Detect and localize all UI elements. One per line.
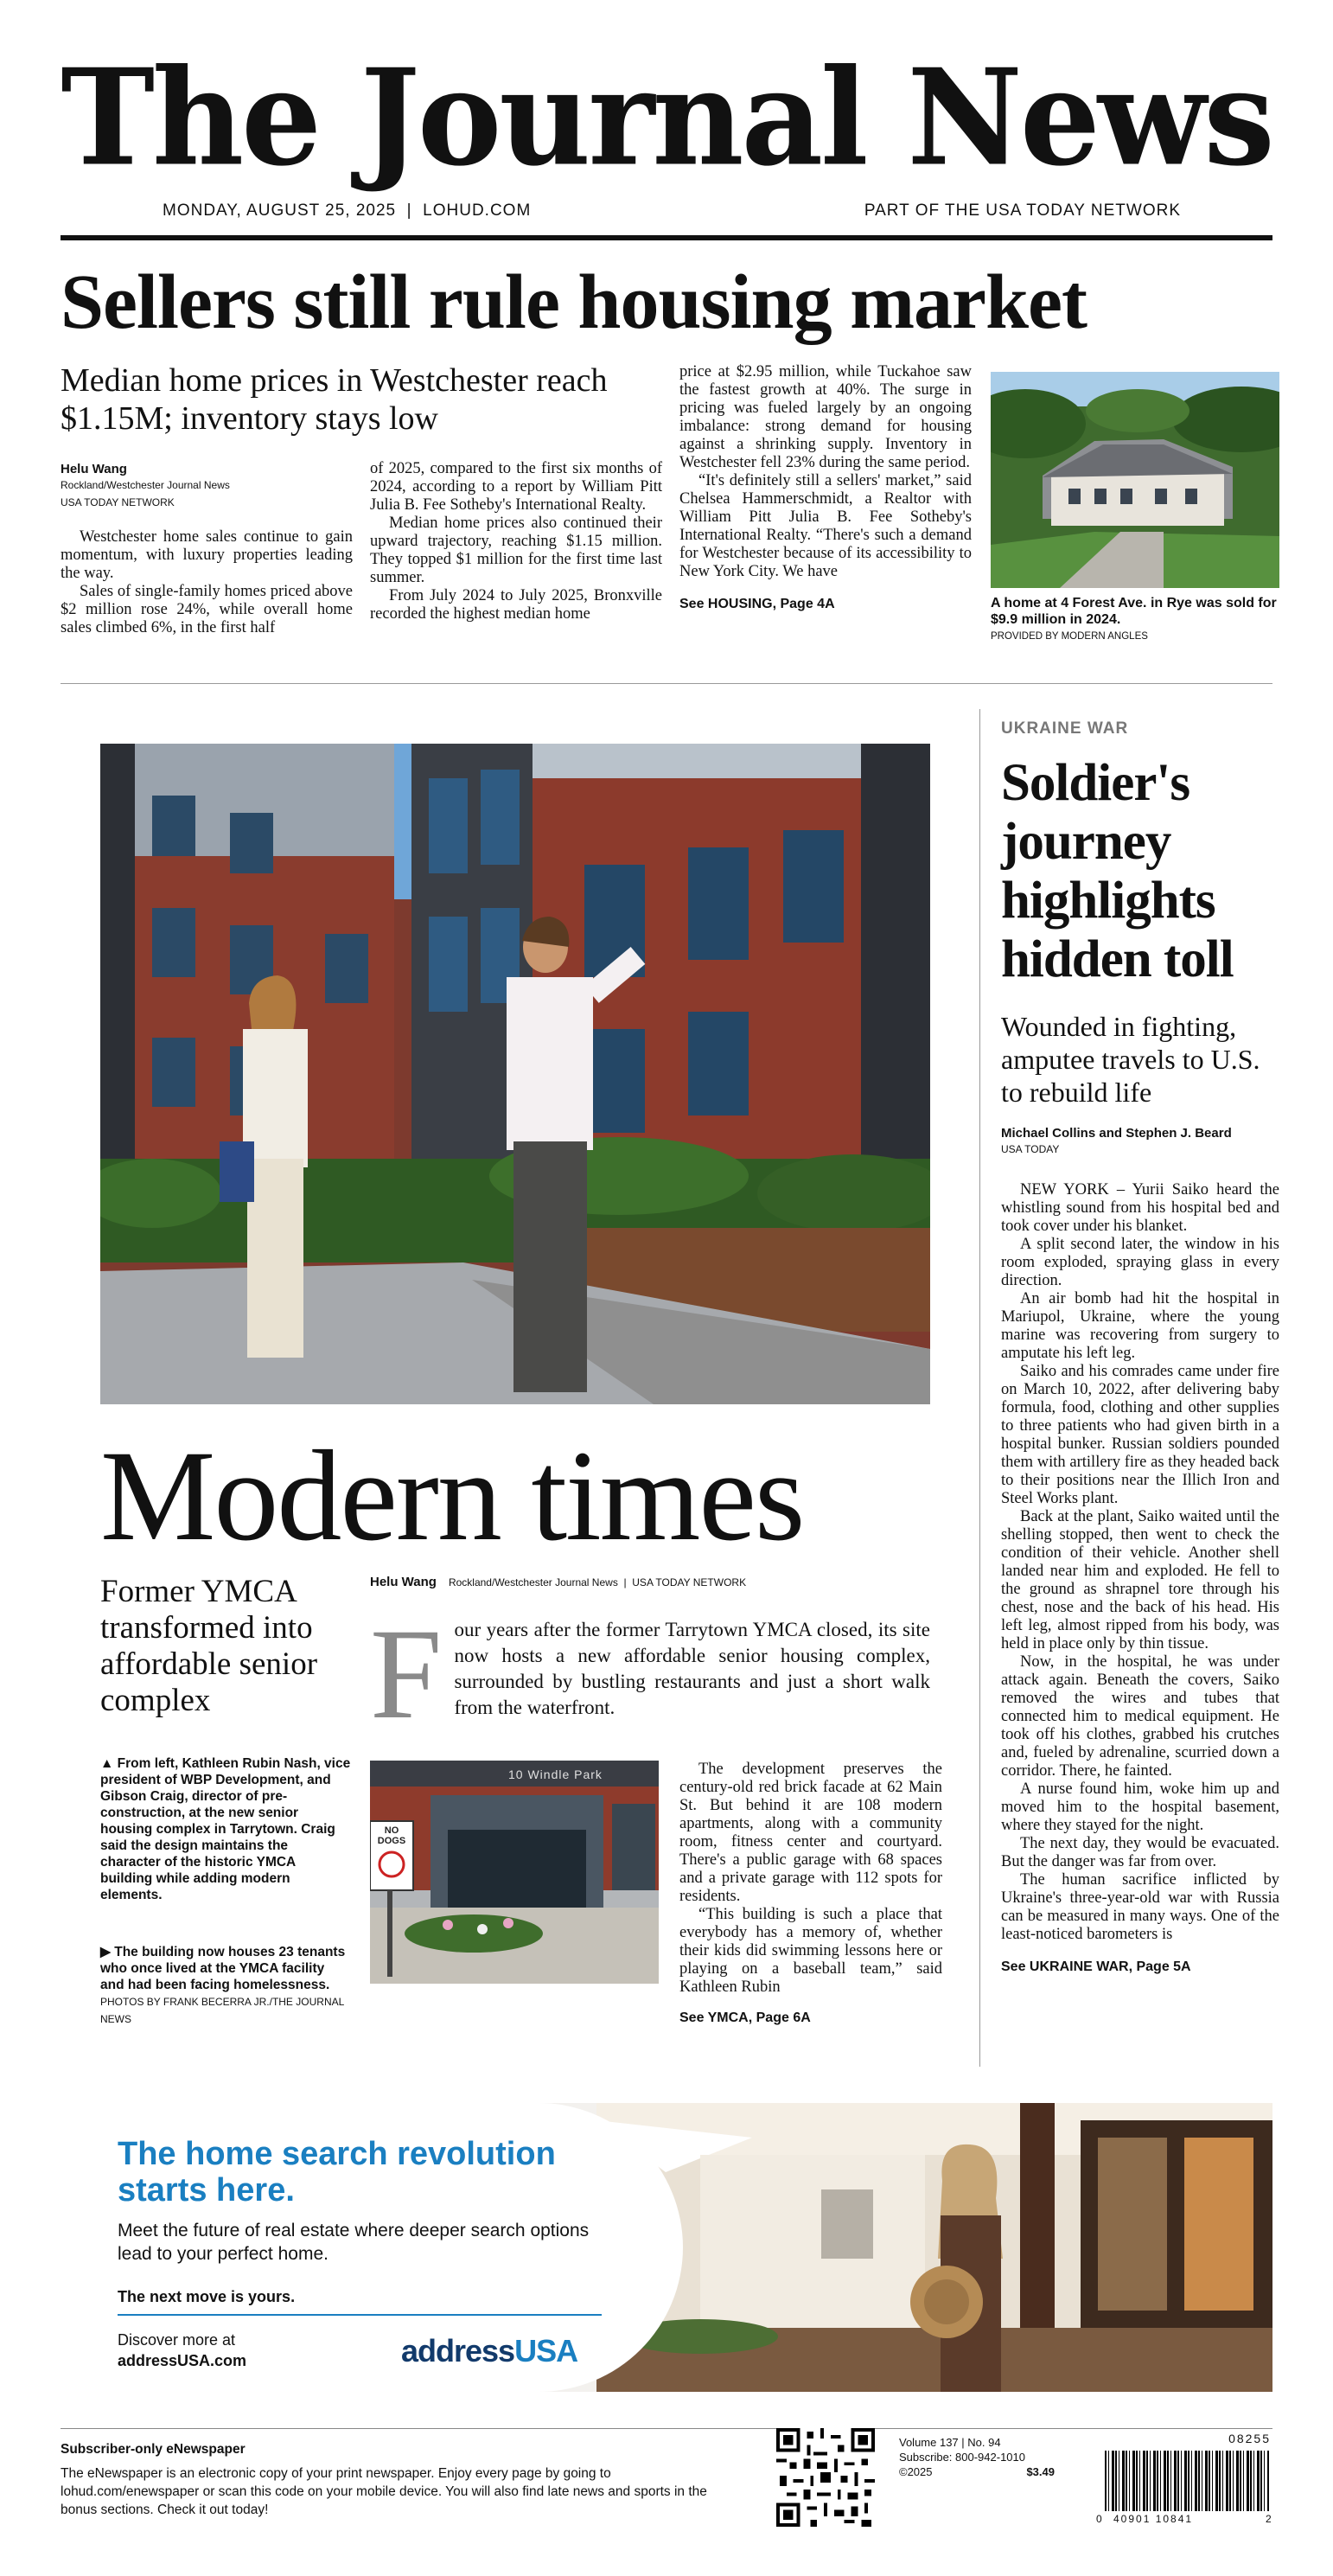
feature-caption2-text: ▶ The building now houses 23 tenants who once lived at the YMCA facility and had been facing homelessness. — [100, 1945, 346, 1992]
entrance-address-text: 10 Windle Park — [508, 1767, 603, 1781]
entrance-sign-text: NO DOGS — [377, 1825, 406, 1846]
lead-author: Helu Wang — [61, 462, 127, 476]
lead-headline[interactable]: Sellers still rule housing market — [61, 259, 1087, 345]
barcode-left-digit: 0 — [1096, 2513, 1102, 2525]
feature-dropcap: F — [370, 1602, 443, 1746]
ad-rule — [118, 2314, 602, 2316]
ad-banner[interactable] — [61, 2103, 1272, 2392]
lead-col3 — [679, 363, 972, 613]
volume-number: Volume 137 | No. 94 — [899, 2436, 1001, 2449]
footer-title: Subscriber-only eNewspaper — [61, 2442, 246, 2457]
feature-author: Helu Wang — [370, 1575, 437, 1589]
sidebar-paragraph: Saiko and his comrades came under fire on March 10, 2022, after delivering baby formula, food, clothing and other supplies to three patients who had given birth in a hospital bunker. Russian soldiers pounded them with artillery fire as they headed back to their positions near the Illich Iron and Steel Works plant. — [1001, 1363, 1279, 1507]
sidebar-affiliation: USA TODAY — [1001, 1143, 1060, 1155]
lead-affiliation2: USA TODAY NETWORK — [61, 496, 175, 508]
sidebar-paragraph: The next day, they would be evacuated. But the danger was far from over. — [1001, 1835, 1279, 1870]
feature-byline — [370, 1574, 941, 1591]
lead-photo-credit: PROVIDED BY MODERN ANGLES — [991, 631, 1148, 642]
sidebar-headline[interactable]: Soldier's journey highlights hidden toll — [1001, 754, 1234, 988]
masthead-title[interactable]: The Journal News — [61, 40, 1272, 196]
ad-logo-part-a: address — [401, 2333, 515, 2368]
masthead-rule — [61, 235, 1272, 240]
sidebar-paragraph: Back at the plant, Saiko waited until the shelling stopped, then went to check the condition of their vehicle. Another shell landed near him and exploded. He fell to the ground as shrapnel tore through his chest, nose and the back of his head. His left leg, almost ripped from his body, was held in place only by thin tissue. — [1001, 1508, 1279, 1652]
footer-text: The eNewspaper is an electronic copy of your print newspaper. Enjoy every page by going to lohud.com/enewspaper or scan this code on your mobile device. You will also find late news and sports in the bonus sections. Check it out today! — [61, 2466, 707, 2517]
issue-info — [899, 2435, 1055, 2479]
subscribe-phone[interactable]: Subscribe: 800-942-1010 — [899, 2451, 1025, 2464]
masthead — [61, 40, 1272, 242]
sidebar-paragraph: The human sacrifice inflicted by Ukraine's three-year-old war with Russia can be measured in many ways. One of the least-noticed barometers is — [1001, 1871, 1279, 1943]
ad-photo-woman — [596, 2103, 1272, 2392]
sidebar-kicker: UKRAINE WAR — [1001, 719, 1129, 738]
feature-caption-credit: PHOTOS BY FRANK BECERRA JR./THE JOURNAL NEWS — [100, 1996, 344, 2025]
sidebar-paragraph: A split second later, the window in his room exploded, spraying glass in every direction. — [1001, 1236, 1279, 1289]
ad-logo — [401, 2333, 577, 2369]
copyright: ©2025 — [899, 2465, 933, 2478]
sidebar-paragraph: A nurse found him, woke him up and moved him to the hospital basement, where they stayed for the night. — [1001, 1780, 1279, 1834]
feature-photo-courtyard — [100, 744, 930, 1404]
feature-photo-entrance — [370, 1761, 659, 1984]
lead-deck: Median home prices in Westchester reach $1.15M; inventory stays low — [61, 362, 608, 437]
sidebar-divider — [979, 709, 980, 2067]
feature-lede-text: our years after the former Tarrytown YMCA closed, its site now hosts a new affordable senior housing complex, surrounded by bustling restaurants and just a short walk from the waterfront. — [454, 1619, 930, 1718]
feature-paragraph: “This building is such a place that everybody has a memory of, whether their kids did swimming lessons here or playing on a baseball team,” said Kathleen Rubin — [679, 1906, 942, 1996]
sidebar-author: Michael Collins and Stephen J. Beard — [1001, 1126, 1232, 1141]
ad-tagline: The next move is yours. — [118, 2288, 296, 2305]
barcode-bars — [1105, 2451, 1269, 2511]
lead-affiliation1: Rockland/Westchester Journal News — [61, 479, 230, 491]
qr-code[interactable] — [776, 2428, 875, 2527]
lead-paragraph: price at $2.95 million, while Tuckahoe saw the fastest growth at 40%. The surge in pricing was fueled largely by an ongoing imbalance: strong demand for housing against a shrinking supply. Inventory in Westchester fell 23% during the same period. — [679, 363, 972, 471]
lead-paragraph: From July 2024 to July 2025, Bronxville recorded the highest median home — [370, 587, 662, 623]
feature-caption1: ▲ From left, Kathleen Rubin Nash, vice president of WBP Development, and Gibson Craig, director of pre-construction, at the new senior housing complex in Tarrytown. Craig said the design maintains the character of the historic YMCA building while adding modern elements. — [100, 1756, 351, 1902]
lead-col1 — [61, 462, 353, 637]
masthead-network: PART OF THE USA TODAY NETWORK — [864, 201, 1181, 220]
lead-jump-link[interactable]: See HOUSING, Page 4A — [679, 597, 835, 611]
barcode-top-number: 08255 — [1228, 2432, 1271, 2445]
sidebar-paragraph: NEW YORK – Yurii Saiko heard the whistling sound from his hospital bed and took cover under his blanket. — [1001, 1181, 1279, 1235]
masthead-date-line: MONDAY, AUGUST 25, 2025 | LOHUD.COM — [163, 201, 532, 220]
lead-paragraph: Sales of single-family homes priced above $2 million rose 24%, while overall home sales climbed 6%, in the first half — [61, 583, 353, 636]
lead-paragraph: Median home prices also continued their upward trajectory, reaching $1.15 million. They topped $1 million for the first time last summer. — [370, 515, 662, 586]
lead-col2 — [370, 460, 662, 623]
feature-body — [679, 1761, 942, 2027]
sidebar-paragraph: An air bomb had hit the hospital in Mariupol, Ukraine, where the young marine was recovering from surgery to amputate his left leg. — [1001, 1290, 1279, 1362]
feature-caption2 — [100, 1944, 351, 2028]
feature-headline[interactable]: Modern times — [100, 1424, 804, 1568]
footer-rule — [61, 2428, 1272, 2429]
feature-deck: Former YMCA transformed into affordable senior complex — [100, 1574, 318, 1718]
lead-paragraph: of 2025, compared to the first six months of 2024, according to a report by William Pitt Julia B. Fee Sotheby's International Realty. — [370, 460, 662, 514]
sidebar-jump-link[interactable]: See UKRAINE WAR, Page 5A — [1001, 1959, 1191, 1974]
lead-paragraph: “It's definitely still a sellers' market,” said Chelsea Hammerschmidt, a Realtor with William Pitt Julia B. Fee Sotheby's International Realty. “There's such a demand for Westchester because of its accessibility to New York City. We have — [679, 472, 972, 580]
lead-paragraph: Westchester home sales continue to gain momentum, with luxury properties leading the way. — [61, 528, 353, 582]
sidebar-byline — [1001, 1126, 1278, 1158]
feature-affiliation: Rockland/Westchester Journal News | USA TODAY NETWORK — [448, 1576, 747, 1588]
barcode-right-digit: 2 — [1266, 2513, 1272, 2525]
barcode — [1096, 2432, 1272, 2528]
price: $3.49 — [1026, 2465, 1055, 2478]
lead-photo-house — [991, 372, 1279, 588]
feature-lede — [370, 1602, 930, 1746]
sidebar-deck: Wounded in fighting, amputee travels to U.S. to rebuild life — [1001, 1011, 1260, 1108]
section-divider — [61, 683, 1272, 684]
ad-cta: Discover more at — [118, 2331, 236, 2349]
ad-body: Meet the future of real estate where deeper search options lead to your perfect home. — [118, 2221, 590, 2264]
lead-photo-caption: A home at 4 Forest Ave. in Rye was sold for $9.9 million in 2024. — [991, 596, 1277, 627]
ad-url[interactable]: addressUSA.com — [118, 2352, 247, 2369]
feature-jump-link[interactable]: See YMCA, Page 6A — [679, 2010, 811, 2025]
ad-headline: The home search revolution starts here. — [118, 2136, 556, 2208]
sidebar-paragraph: Now, in the hospital, he was under attack again. Beneath the covers, Saiko removed the wires and tubes that connected him to medical equipment. He took off his clothes, grabbed his crutches and, fueled by adrenaline, scurried down a corridor. There, he fainted. — [1001, 1653, 1279, 1780]
ad-logo-part-b: USA — [514, 2333, 578, 2368]
barcode-digits: 40901 10841 — [1113, 2513, 1194, 2525]
sidebar-body — [1001, 1181, 1279, 1976]
feature-paragraph: The development preserves the century-old red brick facade at 62 Main St. But behind it are 108 modern apartments, along with a community room, fitness center and courtyard. There's a public garage with 68 spaces and a private garage with 112 spots for residents. — [679, 1761, 942, 1905]
